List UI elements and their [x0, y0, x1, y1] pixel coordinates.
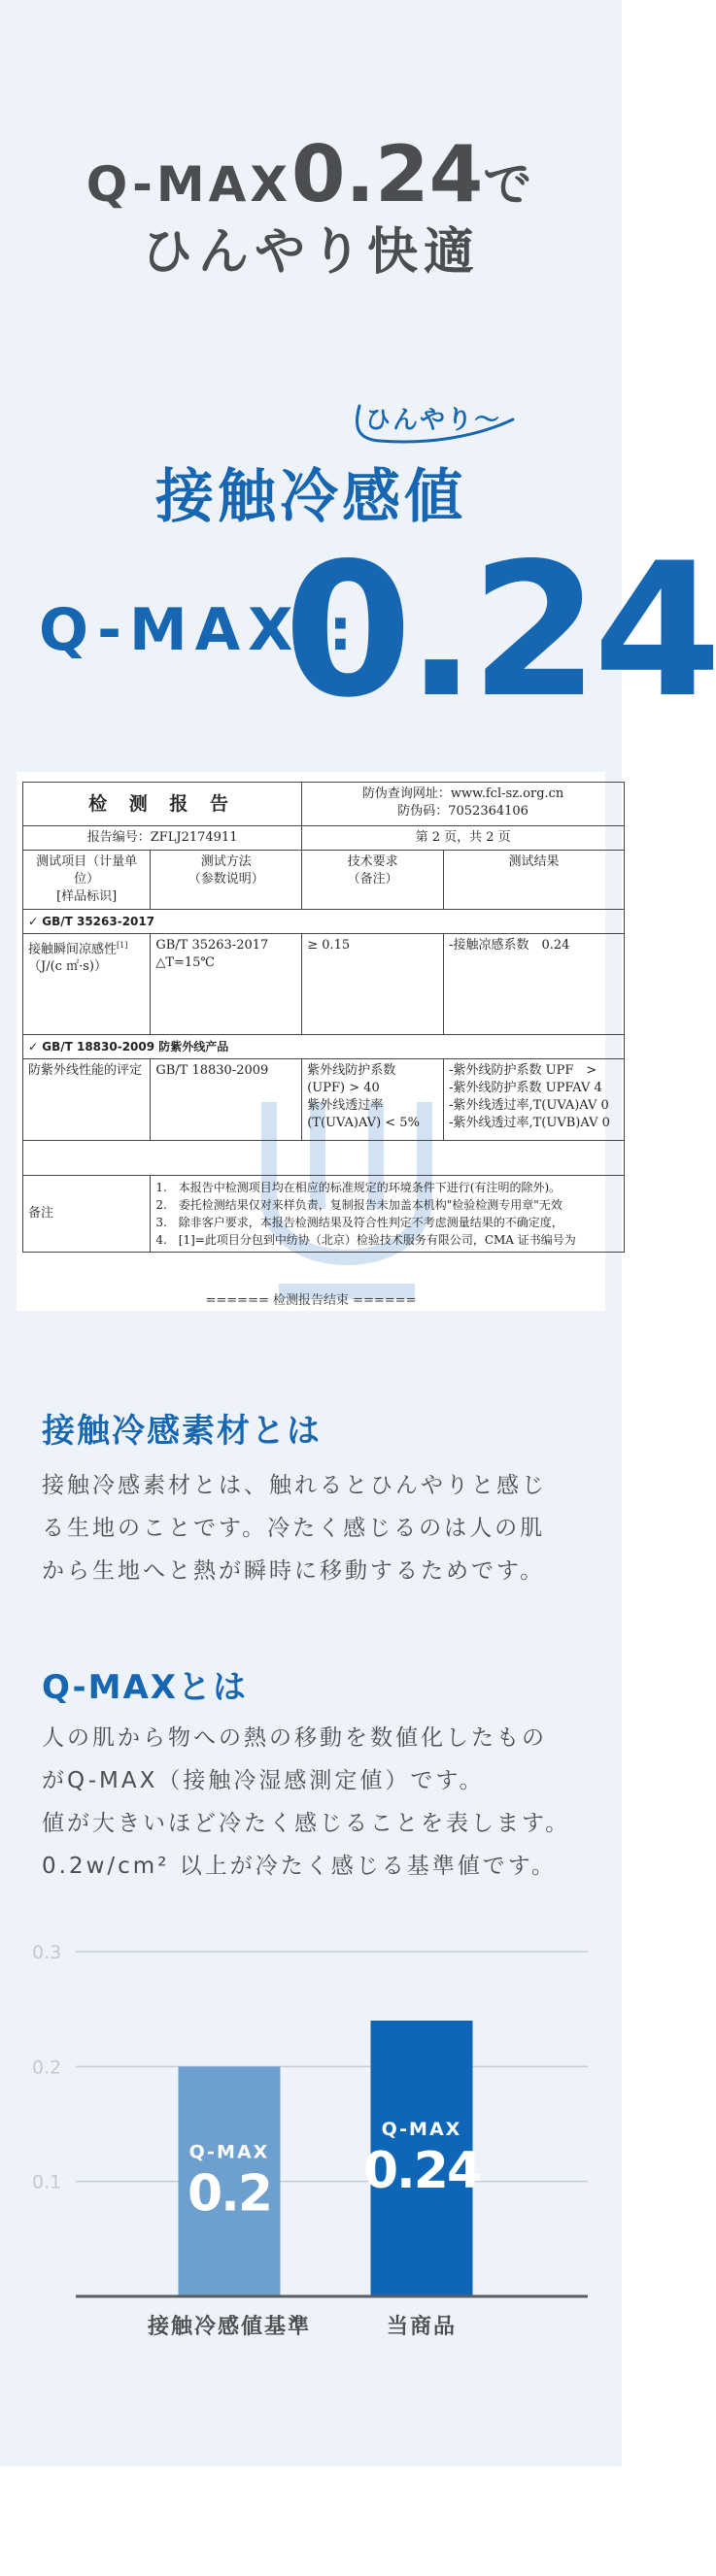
row2-result: -紫外线防护系数 UPF > -紫外线防护系数 UPFAV 4 -紫外线透过率,T(UVA)AV 0 -紫外线透过率,T(UVB)AV 0 — [444, 1059, 625, 1141]
material-line: る生地のことです。冷たく感じるのは人の肌 — [42, 1516, 546, 1541]
y-tick-label: 0.3 — [32, 1942, 62, 1963]
report-number: 报告编号：ZFLJ2174911 — [23, 826, 302, 851]
material-section-body — [42, 1464, 596, 1592]
report-inquiry-site: 防伪查询网址：www.fcl-sz.org.cn — [361, 786, 564, 801]
row1-method: GB/T 35263-2017 △T=15℃ — [151, 934, 302, 1035]
row2-item: 防紫外线性能的评定 — [23, 1059, 151, 1141]
headline — [0, 129, 622, 284]
headline-line2: ひんやり快適 — [141, 223, 480, 282]
y-tick-label: 0.1 — [32, 2171, 62, 2193]
col-requirement: 技术要求 （备注） — [302, 851, 444, 910]
hero-metric-label: Q-MAX : — [39, 596, 360, 664]
qmax-line: 値が大きいほど冷たく感じることを表します。 — [42, 1811, 571, 1836]
qmax-bar-chart — [0, 1923, 622, 2350]
headline-qmax: Q-MAX — [85, 156, 291, 213]
material-line: から生地へと熱が瞬時に移動するためです。 — [42, 1558, 546, 1584]
bar-caption: Q-MAX — [381, 2119, 462, 2140]
headline-value: 0.24 — [290, 129, 484, 219]
headline-line1 — [0, 129, 622, 223]
y-tick-label: 0.2 — [32, 2057, 62, 2079]
row1-requirement: ≥ 0.15 — [302, 934, 444, 1035]
report-page-info: 第 2 页，共 2 页 — [302, 826, 625, 851]
hero-metric-value: 0.24 — [284, 523, 716, 738]
bar-value-label: 0.2 — [187, 2164, 272, 2224]
x-category-label: 接触冷感値基準 — [147, 2315, 312, 2339]
report-section-1: ✓ GB/T 35263-2017 — [23, 910, 625, 934]
headline-suffix: で — [483, 156, 536, 213]
qmax-line: 人の肌から物への熱の移動を数値化したもの — [42, 1725, 547, 1751]
report-title: 检 测 报 告 — [23, 783, 302, 826]
report-section-2: ✓ GB/T 18830-2009 防紫外线产品 — [23, 1035, 625, 1059]
row2-requirement: 紫外线防护系数 (UPF) > 40 紫外线透过率 (T(UVA)AV) < 5% — [302, 1059, 444, 1141]
hero-callout: ひんやり〜 — [365, 406, 502, 435]
qmax-line: 0.2w/cm² 以上が冷たく感じる基準値です。 — [42, 1854, 557, 1879]
report-anti-fake-code: 防伪码：7052364106 — [397, 804, 528, 819]
qmax-section-body — [42, 1717, 596, 1888]
hero-title: 接触冷感値 — [155, 463, 466, 531]
col-method: 测试方法 （参数说明） — [151, 851, 302, 910]
bar-value-label: 0.24 — [362, 2142, 481, 2200]
test-report-image — [17, 772, 610, 1311]
report-end-mark: ====== 检测报告结束 ====== — [205, 1293, 417, 1308]
x-category-label: 当商品 — [386, 2315, 458, 2339]
material-line: 接触冷感素材とは、触れるとひんやりと感じ — [42, 1473, 547, 1498]
report-table — [22, 782, 625, 1253]
row1-item: 接触瞬间凉感性[1] （J/(c ㎡·s)） — [23, 934, 151, 1035]
bar-caption: Q-MAX — [188, 2141, 270, 2163]
col-item: 测试项目（计量单位） [样品标识] — [23, 851, 151, 910]
row2-method: GB/T 18830-2009 — [151, 1059, 302, 1141]
col-result: 测试结果 — [444, 851, 625, 910]
material-section-title: 接触冷感素材とは — [42, 1412, 322, 1451]
remark-label: 备注 — [23, 1176, 151, 1253]
qmax-section-title: Q-MAXとは — [42, 1668, 249, 1707]
remarks: 1. 本报告中检测项目均在相应的标准规定的环境条件下进行(有注明的除外)。 2. 委托检测结果仅对来样负责，复制报告未加盖本机构"检验检测专用章"无效 3. 除非客户要求，本报告检测结果及符合性判定不考虑测量结果的不确定度， 4. [1]=此项目分包到中纺协（北京）检验技术服务有限公司，CMA 证书编号为 — [151, 1176, 625, 1253]
row1-result: -接触凉感系数 0.24 — [444, 934, 625, 1035]
qmax-line: がQ-MAX（接触冷湿感測定値）です。 — [42, 1768, 485, 1793]
